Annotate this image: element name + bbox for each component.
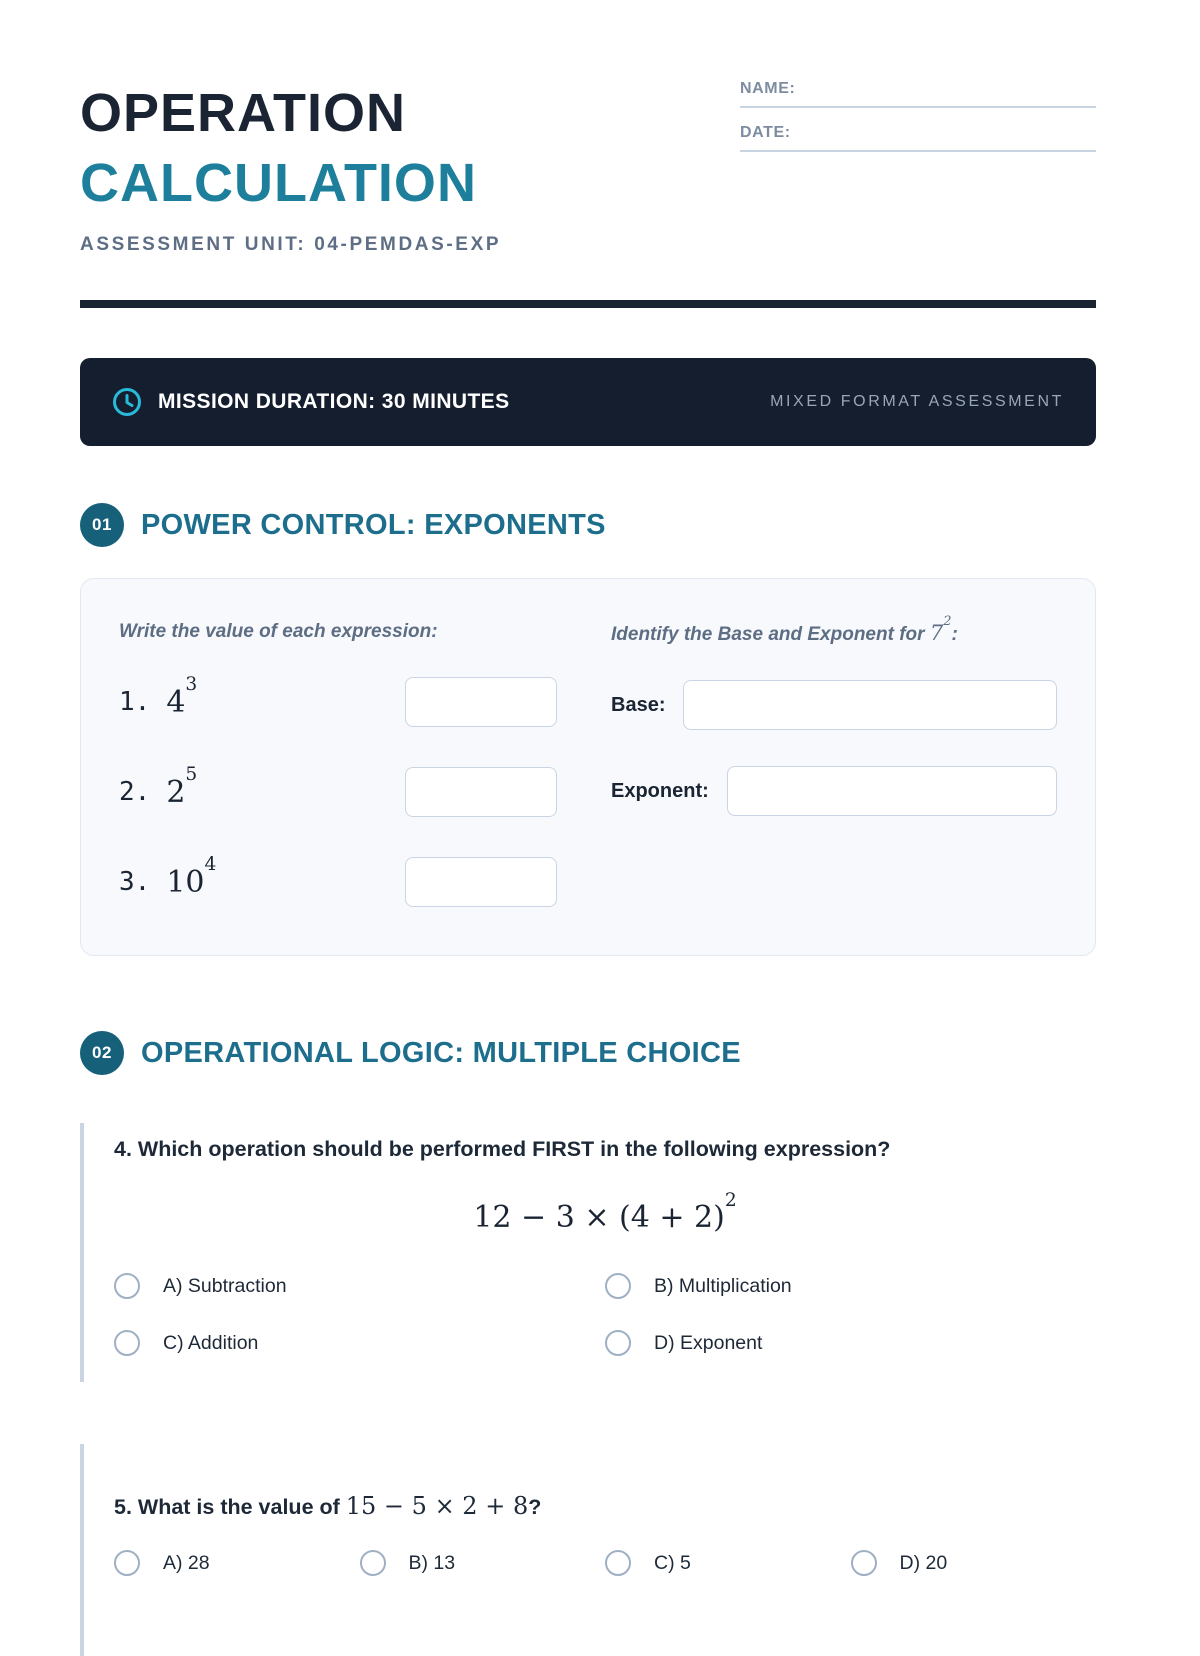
banner-left — [112, 387, 510, 417]
option-label: C) 5 — [654, 1551, 691, 1574]
question-4-options — [114, 1273, 1096, 1356]
option-label: A) 28 — [163, 1551, 210, 1574]
radio-button[interactable] — [360, 1550, 386, 1576]
panel-left-column — [119, 621, 565, 947]
question-5-text: 5. What is the value of 15 − 5 × 2 + 8? — [114, 1492, 542, 1520]
assessment-unit-label: ASSESSMENT UNIT: 04-PEMDAS-EXP — [80, 234, 502, 255]
section-2-title: OPERATIONAL LOGIC: MULTIPLE CHOICE — [141, 1036, 741, 1069]
question-4-text: 4. Which operation should be performed FIRST in the following expression? — [114, 1137, 891, 1161]
title-block — [80, 78, 501, 256]
option-label: D) 20 — [899, 1551, 948, 1574]
panel-right-column — [611, 613, 1057, 947]
mission-banner — [80, 358, 1096, 446]
question-5-options — [114, 1550, 1096, 1576]
name-date-block — [740, 78, 1096, 256]
section-1-header — [80, 503, 1096, 547]
option-d[interactable] — [851, 1550, 1097, 1576]
option-label: B) 13 — [408, 1551, 456, 1574]
section-2-badge: 02 — [80, 1031, 124, 1075]
radio-button[interactable] — [114, 1330, 140, 1356]
option-a[interactable] — [114, 1273, 605, 1299]
item-number: 3. — [119, 867, 151, 897]
mission-duration-label: MISSION DURATION: 30 MINUTES — [158, 390, 510, 413]
right-instruction: Identify the Base and Exponent for $7^2$: — [611, 613, 958, 645]
name-label: NAME: — [740, 80, 796, 97]
radio-button[interactable] — [605, 1330, 631, 1356]
option-label: B) Multiplication — [654, 1274, 792, 1297]
base-field-row — [611, 680, 1057, 730]
question-5-expression: 15 − 5 × 2 + 8 — [345, 1492, 529, 1520]
radio-button[interactable] — [851, 1550, 877, 1576]
name-input[interactable] — [800, 80, 1050, 98]
exponents-panel — [80, 578, 1096, 956]
option-d[interactable] — [605, 1330, 1096, 1356]
question-5 — [80, 1444, 1096, 1656]
expression-7-squared: $7^2$ — [929, 613, 952, 645]
radio-button[interactable] — [605, 1273, 631, 1299]
expression-row-3 — [119, 854, 565, 907]
section-2-header — [80, 1031, 1096, 1075]
page-title-line1: OPERATION — [80, 83, 407, 143]
question-4-expression: $12 - 3 \times (4 + 2)^2$ — [473, 1189, 737, 1235]
worksheet-page — [80, 0, 1096, 1656]
radio-button[interactable] — [114, 1550, 140, 1576]
section-1-title: POWER CONTROL: EXPONENTS — [141, 508, 606, 541]
left-instruction: Write the value of each expression: — [119, 621, 438, 642]
expression-2-fifth: $2^5$ — [166, 764, 198, 810]
option-label: D) Exponent — [654, 1331, 763, 1354]
option-b[interactable] — [360, 1550, 606, 1576]
section-1-badge: 01 — [80, 503, 124, 547]
expression-10-fourth: $10^4$ — [166, 854, 217, 900]
option-b[interactable] — [605, 1273, 1096, 1299]
radio-button[interactable] — [605, 1550, 631, 1576]
answer-input-3[interactable] — [405, 857, 557, 907]
page-title-line2: CALCULATION — [80, 153, 477, 213]
expression-row-2 — [119, 764, 565, 817]
option-a[interactable] — [114, 1550, 360, 1576]
date-field-row — [740, 124, 1096, 152]
item-number: 2. — [119, 777, 151, 807]
header-divider — [80, 300, 1096, 308]
option-c[interactable] — [605, 1550, 851, 1576]
base-input[interactable] — [683, 680, 1057, 730]
date-label: DATE: — [740, 124, 791, 141]
answer-input-2[interactable] — [405, 767, 557, 817]
header — [80, 78, 1096, 256]
exponent-input[interactable] — [727, 766, 1057, 816]
exponent-label: Exponent: — [611, 779, 709, 802]
expression-row-1 — [119, 674, 565, 727]
option-label: A) Subtraction — [163, 1274, 287, 1297]
clock-icon — [112, 387, 142, 417]
expression-4-cubed: $4^3$ — [166, 674, 198, 720]
base-label: Base: — [611, 693, 666, 716]
date-input[interactable] — [795, 124, 1045, 142]
name-field-row — [740, 80, 1096, 108]
option-label: C) Addition — [163, 1331, 259, 1354]
item-number: 1. — [119, 687, 151, 717]
exponent-field-row — [611, 766, 1057, 816]
format-label: MIXED FORMAT ASSESSMENT — [770, 393, 1064, 410]
question-4 — [80, 1123, 1096, 1382]
answer-input-1[interactable] — [405, 677, 557, 727]
option-c[interactable] — [114, 1330, 605, 1356]
radio-button[interactable] — [114, 1273, 140, 1299]
